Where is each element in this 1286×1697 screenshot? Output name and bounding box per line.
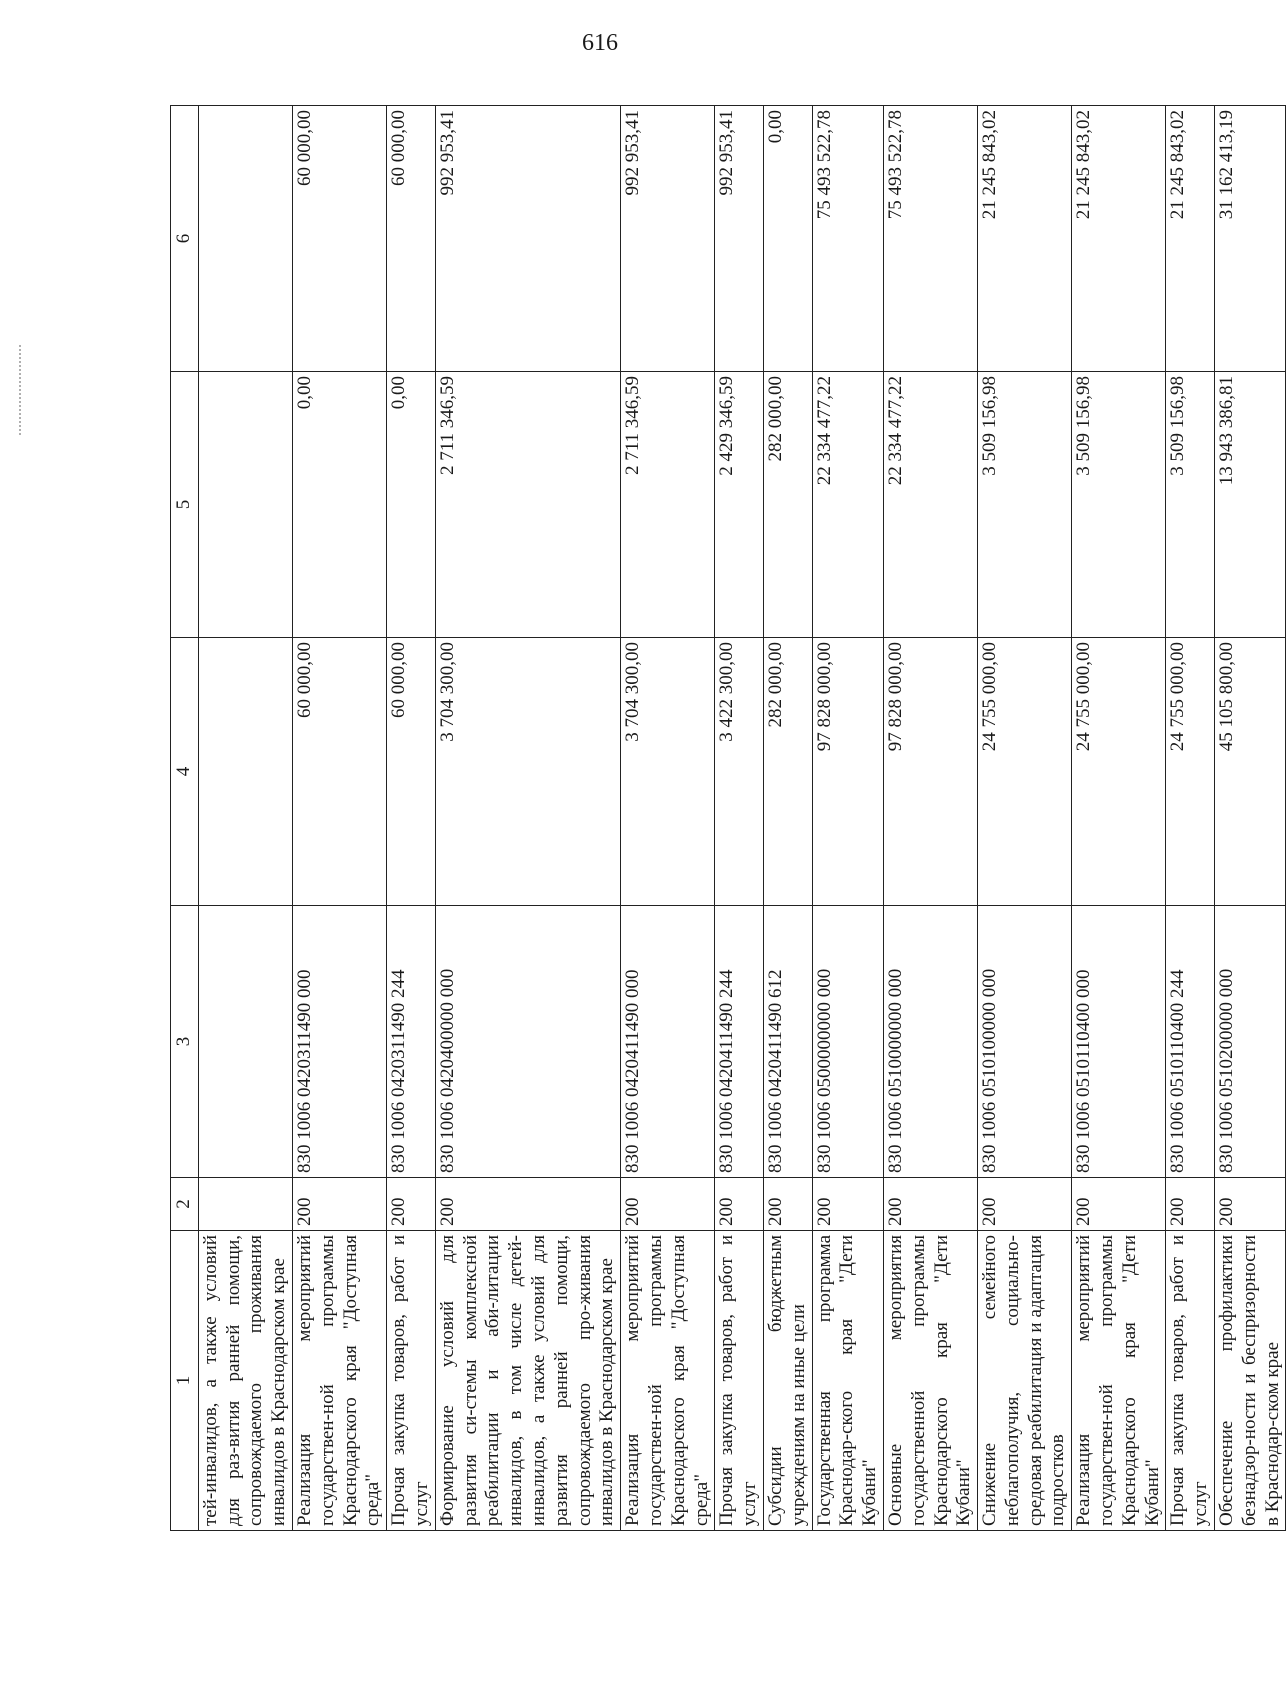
row-name-cell: Реализация мероприятий государствен-ной программы Краснодарского края "Дети Кубани" bbox=[1072, 1231, 1166, 1531]
table-row bbox=[292, 106, 386, 1531]
row-name-cell: Прочая закупка товаров, работ и услуг bbox=[1166, 1231, 1215, 1531]
row-value-col5-cell: 2 711 346,59 bbox=[621, 372, 715, 638]
row-value-col6-cell bbox=[198, 106, 292, 372]
table-row bbox=[812, 106, 883, 1531]
row-value-col5-cell: 282 000,00 bbox=[763, 372, 812, 638]
row-value-col4-cell: 3 704 300,00 bbox=[621, 638, 715, 906]
row-value-col5-cell: 0,00 bbox=[387, 372, 436, 638]
row-code-cell: 200 bbox=[387, 1178, 436, 1231]
row-code-cell: 200 bbox=[883, 1178, 977, 1231]
row-name-cell: Субсидии бюджетным учреждениям на иные цели bbox=[763, 1231, 812, 1531]
row-code-cell: 200 bbox=[715, 1178, 764, 1231]
row-classification-cell: 830 1006 0510110400 000 bbox=[1072, 906, 1166, 1178]
row-classification-cell: 830 1006 0510100000 000 bbox=[978, 906, 1072, 1178]
table-row bbox=[1215, 106, 1286, 1531]
row-value-col6-cell: 75 493 522,78 bbox=[883, 106, 977, 372]
row-value-col6-cell: 992 953,41 bbox=[621, 106, 715, 372]
row-value-col4-cell: 60 000,00 bbox=[292, 638, 386, 906]
row-value-col6-cell: 60 000,00 bbox=[292, 106, 386, 372]
row-value-col4-cell: 3 704 300,00 bbox=[435, 638, 620, 906]
row-classification-cell bbox=[198, 906, 292, 1178]
row-value-col5-cell: 3 509 156,98 bbox=[978, 372, 1072, 638]
row-classification-cell: 830 1006 0510110400 244 bbox=[1166, 906, 1215, 1178]
row-value-col6-cell: 60 000,00 bbox=[387, 106, 436, 372]
row-value-col4-cell: 60 000,00 bbox=[387, 638, 436, 906]
row-value-col5-cell: 3 509 156,98 bbox=[1166, 372, 1215, 638]
row-name-cell: Прочая закупка товаров, работ и услуг bbox=[715, 1231, 764, 1531]
row-name-cell: Снижение семейного неблагополучия, социально-средовая реабилитация и адаптация подростков bbox=[978, 1231, 1072, 1531]
row-classification-cell: 830 1006 0500000000 000 bbox=[812, 906, 883, 1178]
row-value-col6-cell: 992 953,41 bbox=[435, 106, 620, 372]
row-value-col5-cell: 2 711 346,59 bbox=[435, 372, 620, 638]
row-value-col4-cell: 24 755 000,00 bbox=[1072, 638, 1166, 906]
column-header: 5 bbox=[171, 372, 199, 638]
row-code-cell: 200 bbox=[978, 1178, 1072, 1231]
row-code-cell bbox=[198, 1178, 292, 1231]
row-value-col5-cell: 2 429 346,59 bbox=[715, 372, 764, 638]
row-value-col4-cell: 97 828 000,00 bbox=[812, 638, 883, 906]
scan-artifact-mark bbox=[19, 345, 23, 435]
table-row bbox=[1072, 106, 1166, 1531]
column-header: 1 bbox=[171, 1231, 199, 1531]
row-code-cell: 200 bbox=[812, 1178, 883, 1231]
row-value-col5-cell: 22 334 477,22 bbox=[812, 372, 883, 638]
row-classification-cell: 830 1006 0510000000 000 bbox=[883, 906, 977, 1178]
row-value-col4-cell: 282 000,00 bbox=[763, 638, 812, 906]
row-name-cell: тей-инвалидов, а также условий для раз-вития ранней помощи, сопровождаемого проживания инвалидов в Краснодарском крае bbox=[198, 1231, 292, 1531]
row-value-col6-cell: 21 245 843,02 bbox=[1072, 106, 1166, 372]
column-header: 6 bbox=[171, 106, 199, 372]
table-row bbox=[435, 106, 620, 1531]
table-row bbox=[715, 106, 764, 1531]
budget-table bbox=[170, 105, 1286, 1531]
column-header: 2 bbox=[171, 1178, 199, 1231]
budget-table-body bbox=[171, 106, 1286, 1531]
table-row bbox=[1166, 106, 1215, 1531]
table-row bbox=[198, 106, 292, 1531]
table-row bbox=[387, 106, 436, 1531]
table-header-row bbox=[171, 106, 199, 1531]
row-value-col4-cell: 24 755 000,00 bbox=[1166, 638, 1215, 906]
row-value-col5-cell: 3 509 156,98 bbox=[1072, 372, 1166, 638]
row-code-cell: 200 bbox=[621, 1178, 715, 1231]
row-value-col6-cell: 75 493 522,78 bbox=[812, 106, 883, 372]
row-name-cell: Реализация мероприятий государствен-ной программы Краснодарского края "Доступная среда" bbox=[292, 1231, 386, 1531]
row-name-cell: Прочая закупка товаров, работ и услуг bbox=[387, 1231, 436, 1531]
row-value-col6-cell: 992 953,41 bbox=[715, 106, 764, 372]
row-code-cell: 200 bbox=[292, 1178, 386, 1231]
table-row bbox=[978, 106, 1072, 1531]
row-value-col4-cell: 3 422 300,00 bbox=[715, 638, 764, 906]
row-code-cell: 200 bbox=[763, 1178, 812, 1231]
column-header: 4 bbox=[171, 638, 199, 906]
row-value-col5-cell: 22 334 477,22 bbox=[883, 372, 977, 638]
rotated-table-container bbox=[170, 106, 1283, 1531]
row-value-col5-cell bbox=[198, 372, 292, 638]
row-value-col6-cell: 21 245 843,02 bbox=[1166, 106, 1215, 372]
row-classification-cell: 830 1006 0420411490 244 bbox=[715, 906, 764, 1178]
row-value-col6-cell: 31 162 413,19 bbox=[1215, 106, 1286, 372]
row-value-col5-cell: 13 943 386,81 bbox=[1215, 372, 1286, 638]
table-row bbox=[763, 106, 812, 1531]
row-code-cell: 200 bbox=[435, 1178, 620, 1231]
column-header: 3 bbox=[171, 906, 199, 1178]
row-value-col4-cell: 45 105 800,00 bbox=[1215, 638, 1286, 906]
row-name-cell: Обеспечение профилактики безнадзор-ности и беспризорности в Краснодар-ском крае bbox=[1215, 1231, 1286, 1531]
row-classification-cell: 830 1006 0510200000 000 bbox=[1215, 906, 1286, 1178]
row-value-col4-cell: 97 828 000,00 bbox=[883, 638, 977, 906]
row-classification-cell: 830 1006 0420311490 244 bbox=[387, 906, 436, 1178]
row-name-cell: Основные мероприятия государственной программы Краснодарского края "Дети Кубани" bbox=[883, 1231, 977, 1531]
row-value-col6-cell: 0,00 bbox=[763, 106, 812, 372]
row-classification-cell: 830 1006 0420400000 000 bbox=[435, 906, 620, 1178]
row-value-col5-cell: 0,00 bbox=[292, 372, 386, 638]
row-code-cell: 200 bbox=[1215, 1178, 1286, 1231]
page-number: 616 bbox=[582, 30, 618, 56]
row-value-col6-cell: 21 245 843,02 bbox=[978, 106, 1072, 372]
row-name-cell: Государственная программа Краснодар-ского края "Дети Кубани" bbox=[812, 1231, 883, 1531]
row-code-cell: 200 bbox=[1072, 1178, 1166, 1231]
row-value-col4-cell: 24 755 000,00 bbox=[978, 638, 1072, 906]
row-value-col4-cell bbox=[198, 638, 292, 906]
row-classification-cell: 830 1006 0420411490 000 bbox=[621, 906, 715, 1178]
row-classification-cell: 830 1006 0420311490 000 bbox=[292, 906, 386, 1178]
row-classification-cell: 830 1006 0420411490 612 bbox=[763, 906, 812, 1178]
row-name-cell: Формирование условий для развития си-стемы комплексной реабилитации и аби-литации инвалидов, в том числе детей-инвалидов, а также условий для развития ранней помощи, сопровождаемого про-живания инвалидов в Краснодарском крае bbox=[435, 1231, 620, 1531]
table-row bbox=[621, 106, 715, 1531]
row-name-cell: Реализация мероприятий государствен-ной программы Краснодарского края "Доступная среда" bbox=[621, 1231, 715, 1531]
table-row bbox=[883, 106, 977, 1531]
row-code-cell: 200 bbox=[1166, 1178, 1215, 1231]
